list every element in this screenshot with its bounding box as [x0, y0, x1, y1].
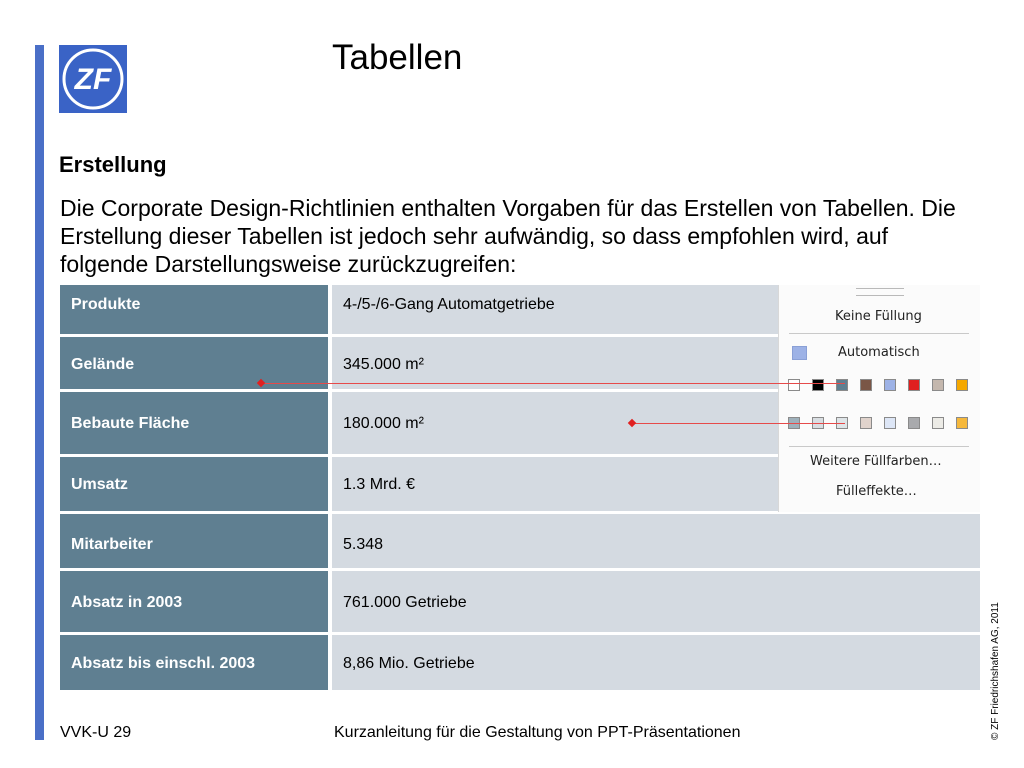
copyright-notice: © ZF Friedrichshafen AG, 2011	[990, 602, 1001, 740]
no-fill-option[interactable]: Keine Füllung	[835, 309, 922, 324]
row-value: 345.000 m²	[332, 337, 980, 389]
row-label: Produkte	[60, 285, 328, 334]
accent-bar	[35, 45, 44, 740]
intro-paragraph: Die Corporate Design-Richtlinien enthalten Vorgaben für das Erstellen von Tabellen. Die Erstellung dieser Tabellen ist jedoch sehr aufwändig, so dass empfohlen wird, auf folgende Darstellungsweise zurückzugreifen:	[60, 195, 956, 277]
palette-drag-handle[interactable]	[856, 288, 904, 296]
color-swatch[interactable]	[860, 417, 872, 429]
logo-text: ZF	[74, 63, 112, 96]
color-swatch[interactable]	[932, 417, 944, 429]
color-swatch[interactable]	[908, 379, 920, 391]
fill-effects-option[interactable]: Fülleffekte…	[836, 484, 917, 499]
color-swatch[interactable]	[860, 379, 872, 391]
color-swatch[interactable]	[884, 417, 896, 429]
pointer-line	[633, 423, 845, 424]
palette-divider	[789, 333, 969, 334]
table-row	[60, 571, 980, 632]
footer-title: Kurzanleitung für die Gestaltung von PPT-Präsentationen	[334, 724, 741, 741]
pointer-line	[262, 383, 845, 384]
color-swatch[interactable]	[956, 417, 968, 429]
color-swatch[interactable]	[908, 417, 920, 429]
color-swatch[interactable]	[812, 379, 824, 391]
row-value: 8,86 Mio. Getriebe	[332, 635, 980, 690]
row-value: 1.3 Mrd. €	[332, 457, 980, 511]
color-swatch[interactable]	[932, 379, 944, 391]
row-value: 5.348	[332, 514, 980, 568]
more-colors-option[interactable]: Weitere Füllfarben…	[810, 454, 942, 469]
table-row	[60, 514, 980, 568]
row-label: Absatz in 2003	[60, 571, 328, 632]
automatic-color-swatch	[792, 346, 807, 360]
page-title: Tabellen	[332, 38, 463, 77]
row-value: 180.000 m²	[332, 392, 980, 454]
row-label: Umsatz	[60, 457, 328, 511]
row-label: Absatz bis einschl. 2003	[60, 635, 328, 690]
zf-logo	[59, 45, 127, 113]
row-value: 761.000 Getriebe	[332, 571, 980, 632]
automatic-option[interactable]: Automatisch	[838, 345, 920, 360]
footer-page-number: VVK-U 29	[60, 724, 132, 741]
color-swatch[interactable]	[884, 379, 896, 391]
row-label: Gelände	[60, 337, 328, 389]
row-label: Bebaute Fläche	[60, 392, 328, 454]
color-swatch[interactable]	[956, 379, 968, 391]
palette-divider	[789, 446, 969, 447]
color-swatch[interactable]	[836, 379, 848, 391]
fill-color-palette	[778, 285, 980, 512]
row-value: 4-/5-/6-Gang Automatgetriebe	[332, 285, 980, 334]
color-swatch[interactable]	[788, 379, 800, 391]
row-label: Mitarbeiter	[60, 514, 328, 568]
table-row	[60, 635, 980, 690]
section-subtitle: Erstellung	[59, 152, 167, 177]
